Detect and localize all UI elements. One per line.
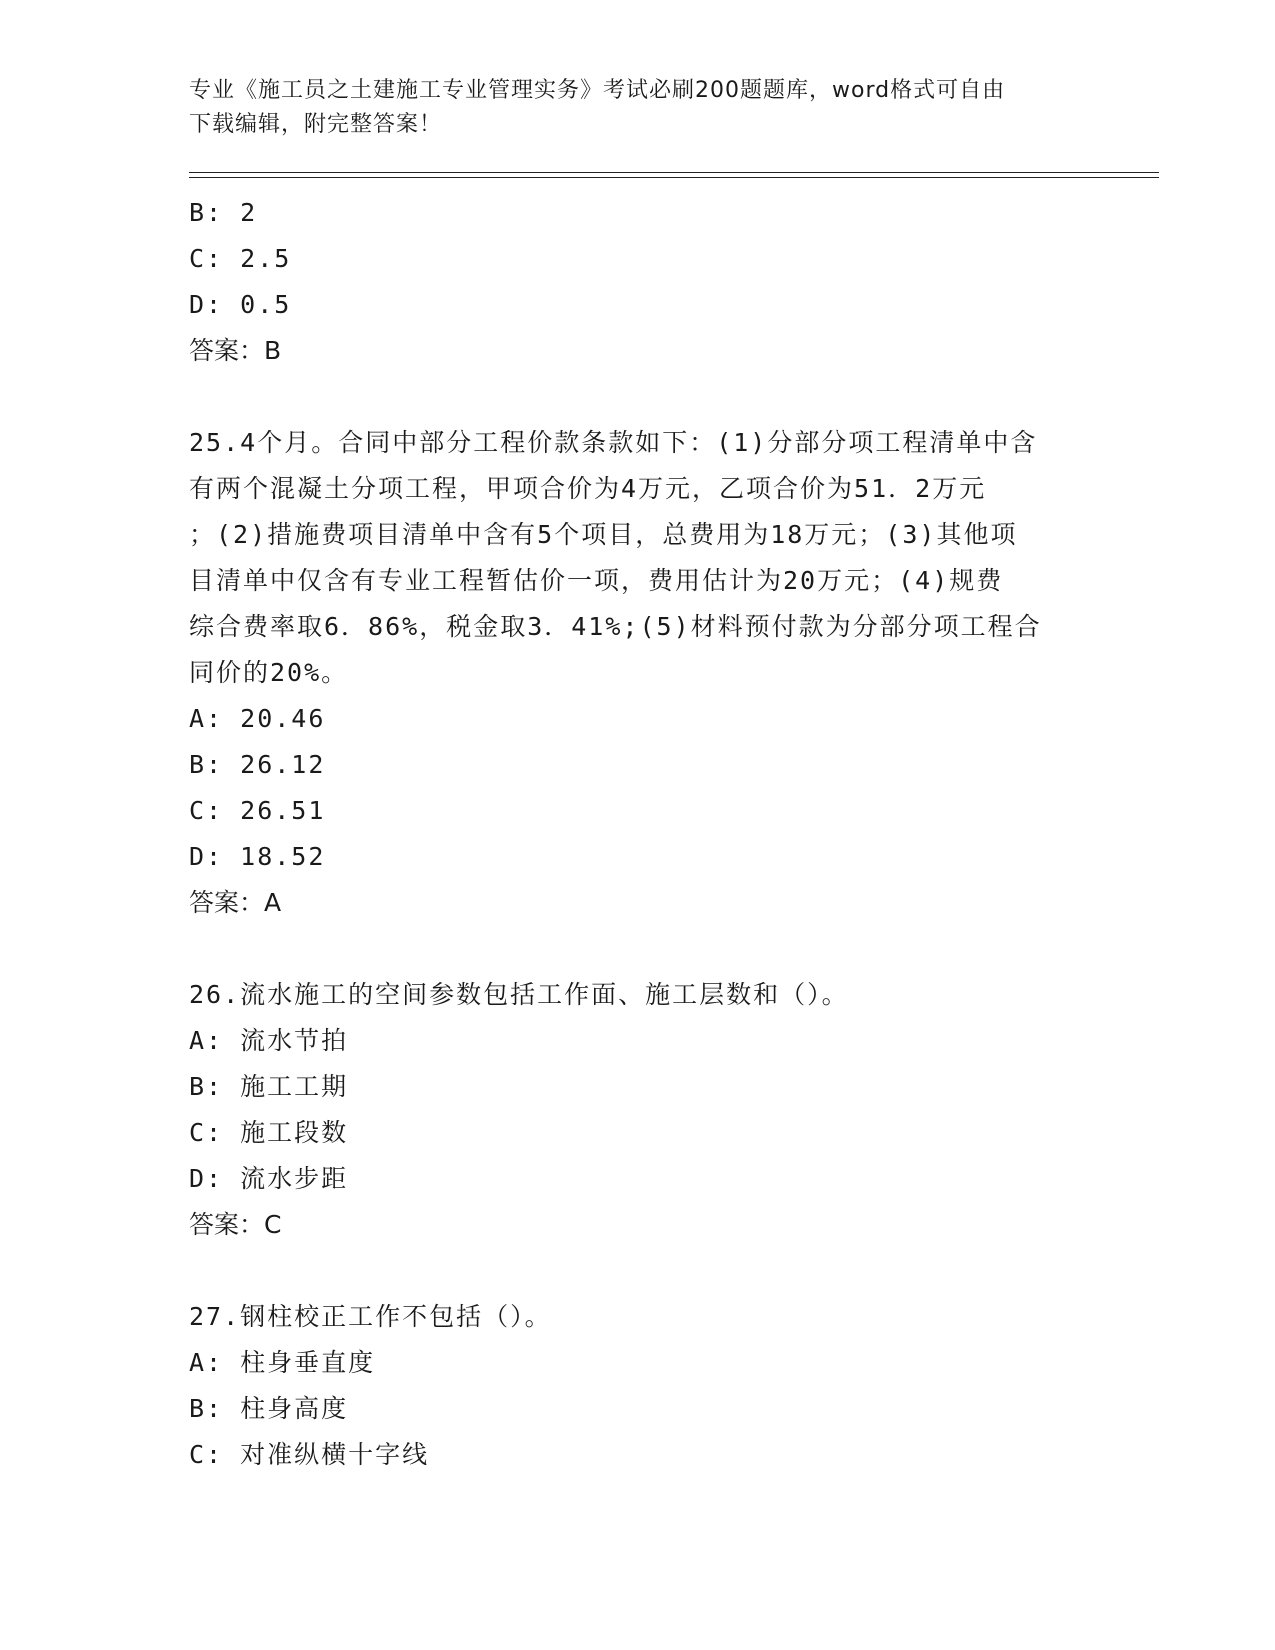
question-line: D: 流水步距 xyxy=(189,1164,349,1193)
answer-line: 答案：C xyxy=(189,1210,282,1239)
question-line: 有两个混凝土分项工程，甲项合价为4万元，乙项合价为51．2万元 xyxy=(189,474,987,503)
question-line: B: 柱身高度 xyxy=(189,1394,349,1423)
block-spacer xyxy=(189,1248,1089,1294)
header-line-2: 下载编辑，附完整答案！ xyxy=(189,112,443,137)
question-line: A: 柱身垂直度 xyxy=(189,1348,376,1377)
page-header xyxy=(189,74,1089,142)
question-line: 同价的20%。 xyxy=(189,658,349,687)
question-line: D: 0.5 xyxy=(189,290,292,319)
question-content xyxy=(189,190,1089,1478)
question-line: 25.4个月。合同中部分工程价款条款如下：(1)分部分项工程清单中含 xyxy=(189,428,1038,457)
question-line: B: 26.12 xyxy=(189,750,326,779)
header-rule-bottom xyxy=(189,177,1159,178)
question-line: 目清单中仅含有专业工程暂估价一项，费用估计为20万元；(4)规费 xyxy=(189,566,1004,595)
answer-line: 答案：A xyxy=(189,888,282,917)
question-line: A: 流水节拍 xyxy=(189,1026,349,1055)
question-line: ；(2)措施费项目清单中含有5个项目，总费用为18万元；(3)其他项 xyxy=(189,520,1018,549)
question-block xyxy=(189,1294,1089,1478)
block-spacer xyxy=(189,374,1089,420)
question-block xyxy=(189,420,1089,972)
question-line: A: 20.46 xyxy=(189,704,326,733)
question-line: C: 施工段数 xyxy=(189,1118,349,1147)
question-line: C: 26.51 xyxy=(189,796,326,825)
answer-line: 答案：B xyxy=(189,336,282,365)
header-line-1: 专业《施工员之土建施工专业管理实务》考试必刷200题题库，word格式可自由 xyxy=(189,78,1006,103)
question-line: C: 对准纵横十字线 xyxy=(189,1440,430,1469)
question-block xyxy=(189,972,1089,1294)
question-line: 综合费率取6．86%，税金取3．41%;(5)材料预付款为分部分项工程合 xyxy=(189,612,1042,641)
question-line: D: 18.52 xyxy=(189,842,326,871)
question-line: 26.流水施工的空间参数包括工作面、施工层数和（）。 xyxy=(189,980,849,1009)
question-line: B: 2 xyxy=(189,198,258,227)
question-line: B: 施工工期 xyxy=(189,1072,349,1101)
question-line: C: 2.5 xyxy=(189,244,292,273)
header-rule-top xyxy=(189,172,1159,173)
question-block xyxy=(189,190,1089,420)
question-line: 27.钢柱校正工作不包括（）。 xyxy=(189,1302,552,1331)
block-spacer xyxy=(189,926,1089,972)
